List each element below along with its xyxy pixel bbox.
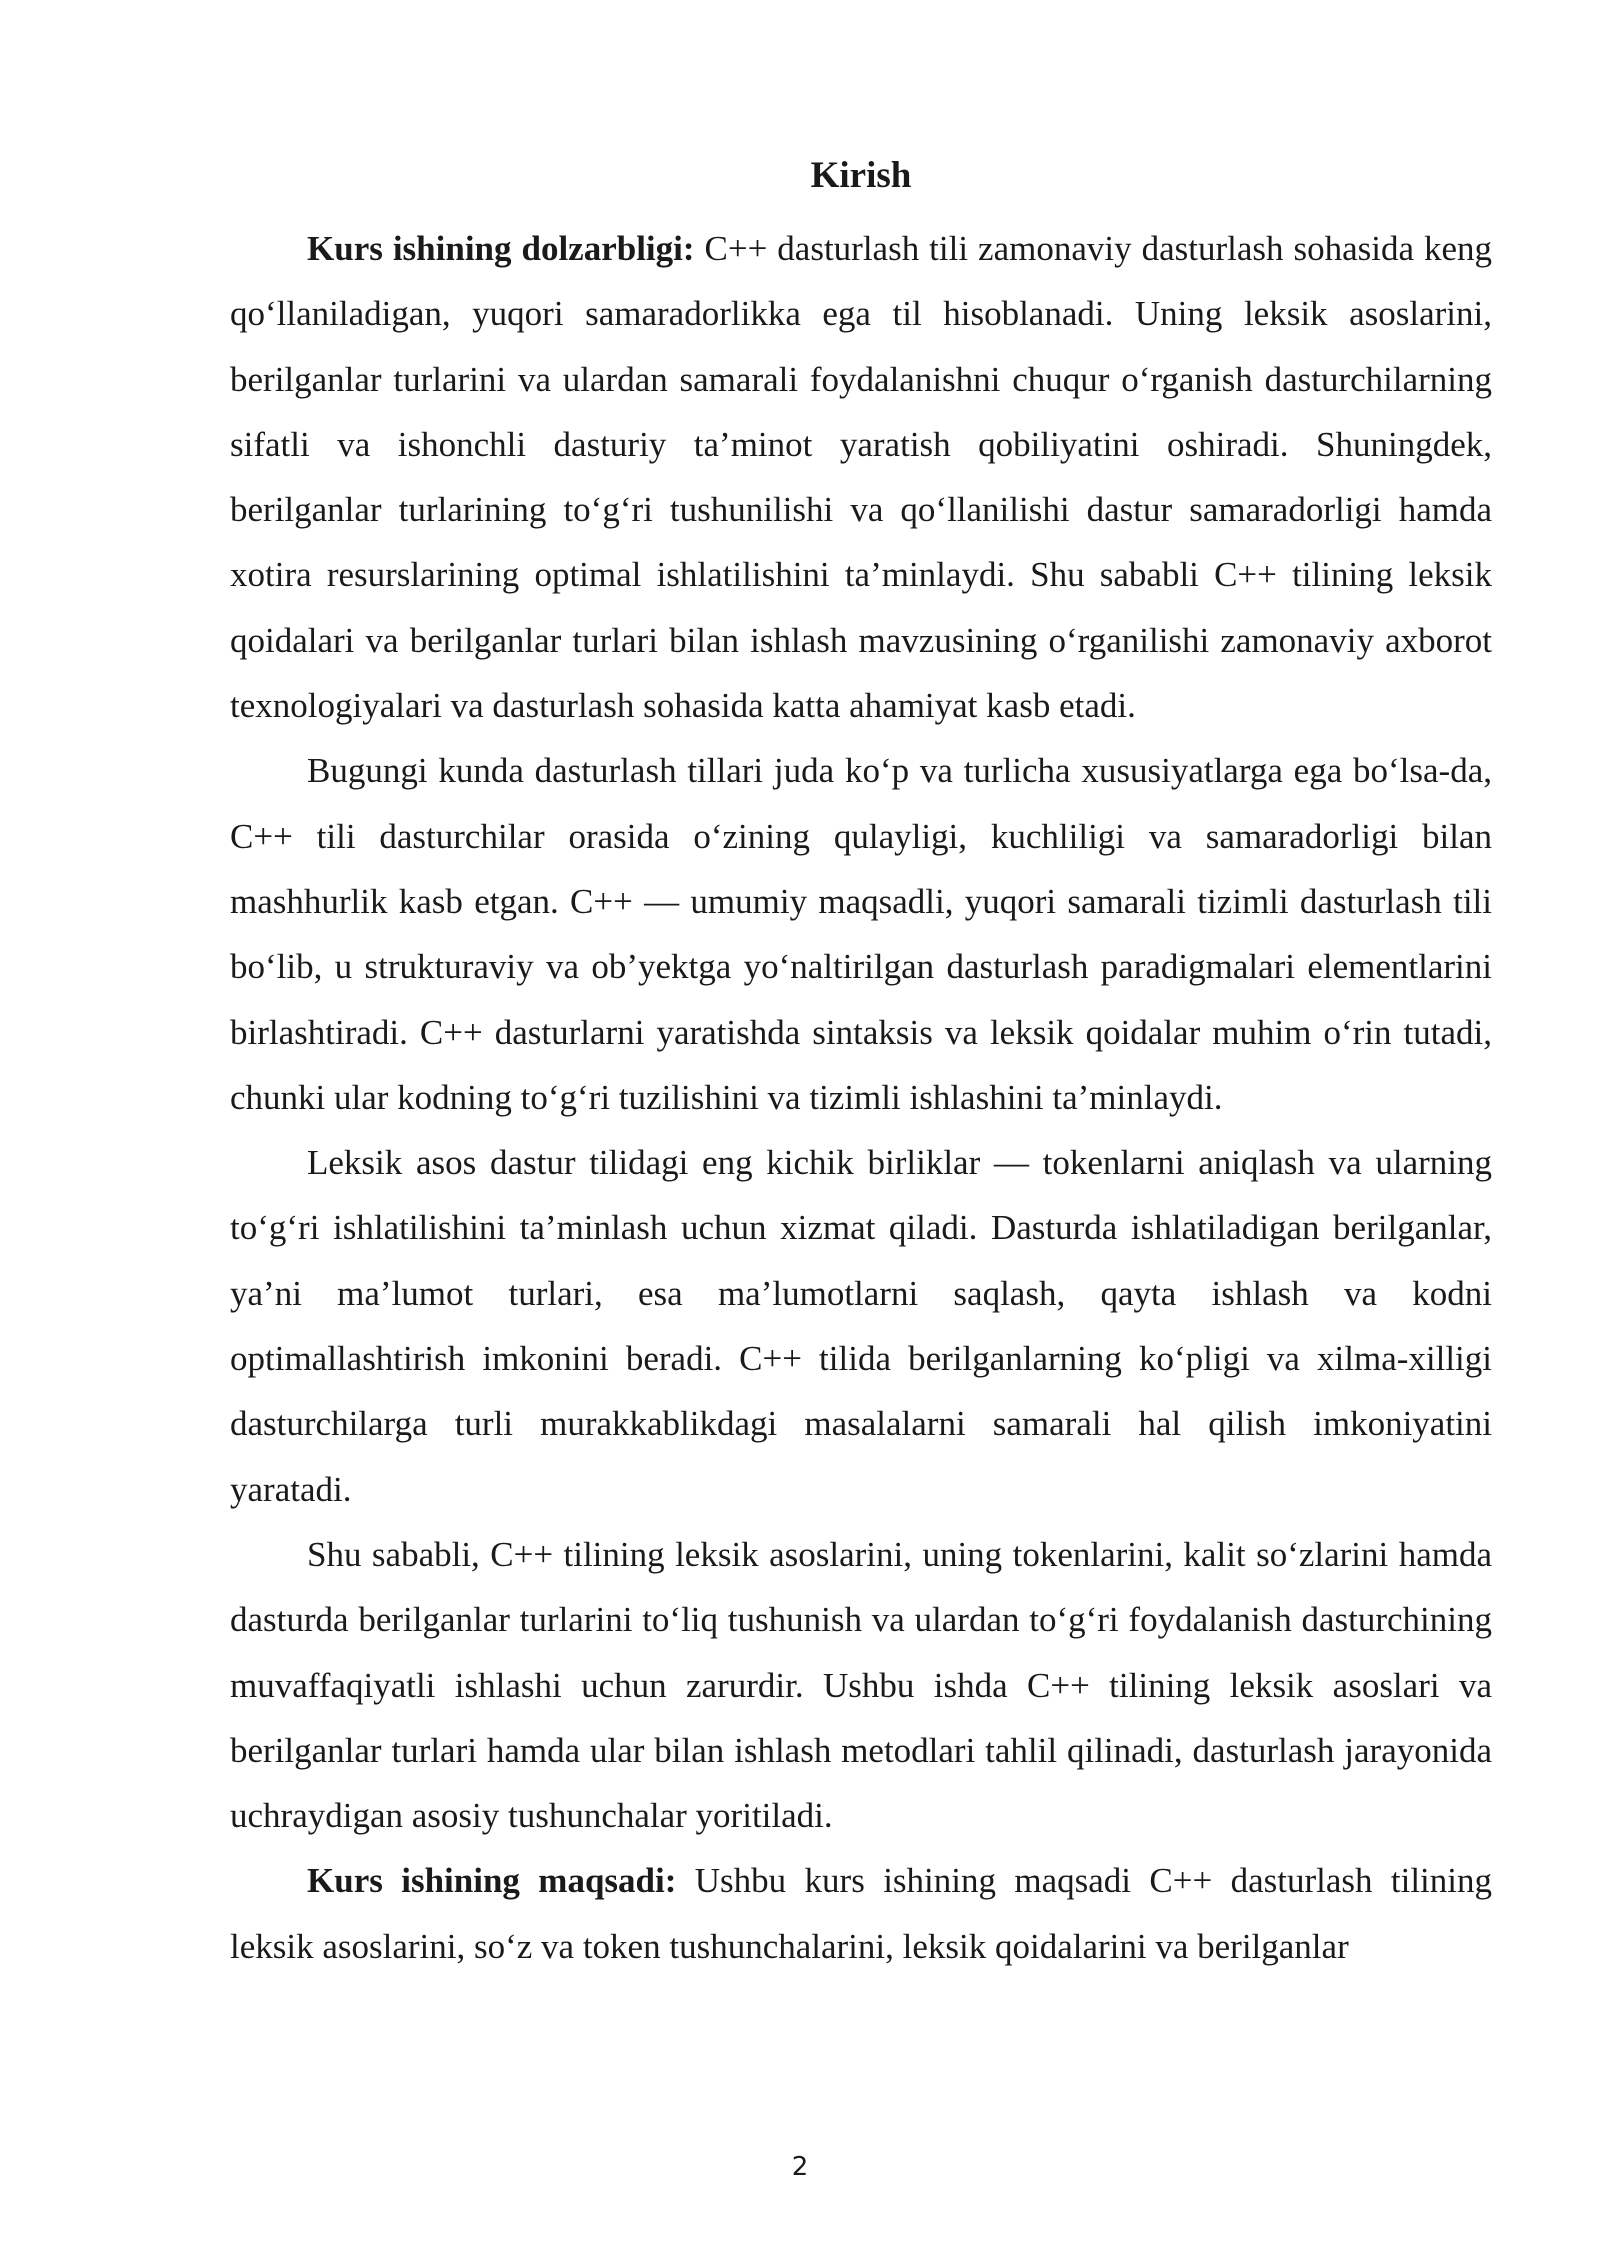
paragraph-cpp-overview <box>230 738 1492 1130</box>
paragraph-text-lexical-basis: Leksik asos dastur tilidagi eng kichik birliklar — tokenlarni aniqlash va ularning to‘g‘ri ishlatilishini ta’minlash uchun xizmat qiladi. Dasturda ishlatiladigan berilganlar, ya’ni ma’lumot turlari, esa ma’lumotlarni saqlash, qayta ishlash va kodni optimallashtirish imkonini beradi. C++ tilida berilganlarning ko‘pligi va xilma-xilligi dasturchilarga turli murakkablikdagi masalalarni samarali hal qilish imkoniyatini yaratadi. <box>230 1143 1492 1509</box>
paragraph-lead-relevance: Kurs ishining dolzarbligi: <box>307 229 695 268</box>
paragraph-text-summary: Shu sababli, C++ tilining leksik asoslarini, uning tokenlarini, kalit so‘zlarini hamda dasturda berilganlar turlarini to‘liq tushunish va ulardan to‘g‘ri foydalanish dasturchining muvaffaqiyatli ishlashi uchun zarurdir. Ushbu ishda C++ tilining leksik asoslari va berilganlar turlari hamda ular bilan ishlash metodlari tahlil qilinadi, dasturlash jarayonida uchraydigan asosiy tushunchalar yoritiladi. <box>230 1534 1492 1836</box>
paragraph-summary <box>230 1522 1492 1848</box>
paragraph-relevance <box>230 216 1492 738</box>
page-number: 2 <box>791 2152 809 2182</box>
page-title: Kirish <box>810 155 912 196</box>
paragraph-goal <box>230 1848 1492 1979</box>
paragraph-text-goal: Ushbu kurs ishining maqsadi C++ dasturlash tilining leksik asoslarini, so‘z va token tushunchalarini, leksik qoidalarini va berilganlar <box>230 1861 1493 1966</box>
paragraph-text-cpp-overview: Bugungi kunda dasturlash tillari juda ko‘p va turlicha xususiyatlarga ega bo‘lsa-da, C++ tili dasturchilar orasida o‘zining qulayligi, kuchliligi va samaradorligi bilan mashhurlik kasb etgan. C++ — umumiy maqsadli, yuqori samarali tizimli dasturlash tili bo‘lib, u strukturaviy va ob’yektga yo‘naltirilgan dasturlash paradigmalari elementlarini birlashtiradi. C++ dasturlarni yaratishda sintaksis va leksik qoidalar muhim o‘rin tutadi, chunki ular kodning to‘g‘ri tuzilishini va tizimli ishlashini ta’minlaydi. <box>230 751 1492 1117</box>
paragraph-lexical-basis <box>230 1130 1492 1522</box>
paragraph-lead-goal: Kurs ishining maqsadi: <box>307 1861 677 1901</box>
page-content <box>230 150 1492 1979</box>
paragraph-text-relevance: C++ dasturlash tili zamonaviy dasturlash sohasida keng qo‘llaniladigan, yuqori samaradorlikka ega til hisoblanadi. Uning leksik asoslarini, berilganlar turlarini va ulardan samarali foydalanishni chuqur o‘rganish dasturchilarning sifatli va ishonchli dasturiy ta’minot yaratish qobiliyatini oshiradi. Shuningdek, berilganlar turlarining to‘g‘ri tushunilishi va qo‘llanilishi dastur samaradorligi hamda xotira resurslarining optimal ishlatilishini ta’minlaydi. Shu sababli C++ tilining leksik qoidalari va berilganlar turlari bilan ishlash mavzusining o‘rganilishi zamonaviy axborot texnologiyalari va dasturlash sohasida katta ahamiyat kasb etadi. <box>230 229 1492 726</box>
